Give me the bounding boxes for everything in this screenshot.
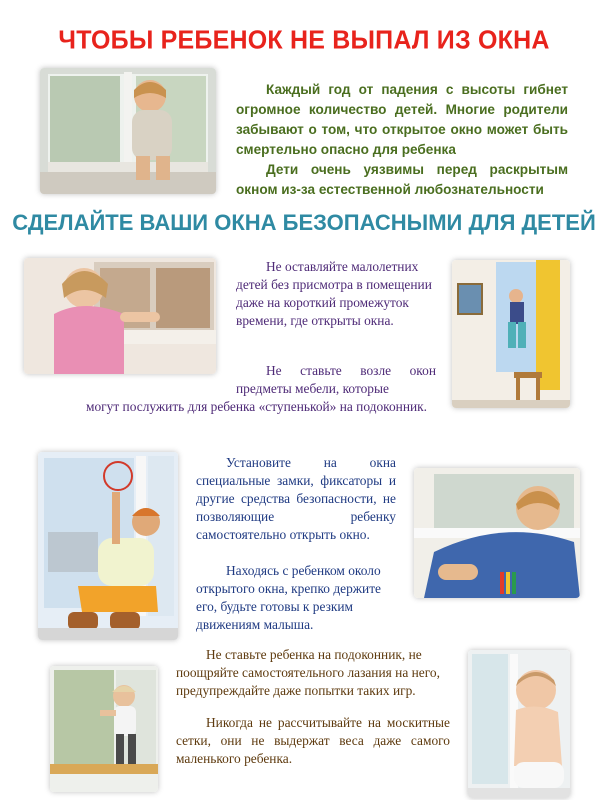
photo-baby-sitting <box>468 650 570 798</box>
section-subtitle: СДЕЛАЙТЕ ВАШИ ОКНА БЕЗОПАСНЫМИ ДЛЯ ДЕТЕЙ <box>12 210 596 235</box>
tip-6-text: Никогда не рассчитывайте на москитные сетки, они не выдержат веса даже самого маленького ребенка. <box>176 715 450 766</box>
tip-no-furniture-part2: могут послужить для ребенка «ступенькой» на подоконник. <box>86 399 428 414</box>
page-title: ЧТОБЫ РЕБЕНОК НЕ ВЫПАЛ ИЗ ОКНА <box>58 25 550 55</box>
photo-child-window-lock <box>38 452 178 640</box>
tip-3-text: Установите на окна специальные замки, фиксаторы и другие средства безопасности, не позволяющие ребенку самостоятельно открыть окно. <box>196 455 396 542</box>
photo-child-climbing <box>452 260 570 408</box>
tip-block-sill <box>176 646 450 768</box>
tip-no-furniture-part1: Не ставьте возле окон предметы мебели, которые <box>236 363 436 396</box>
tip-1-text: Не оставляйте малолетних детей без присмотра в помещении даже на короткий промежуток времени, где открыты окна. <box>236 259 432 328</box>
intro-paragraph-1: Каждый год от падения с высоты гибнет огромное количество детей. Многие родители забывают о том, что открытое окно может быть смертельно опасно для ребенка <box>236 82 568 157</box>
photo-toddler-hoodie <box>414 468 580 598</box>
photo-child-standing <box>50 666 158 792</box>
intro-text <box>236 80 568 200</box>
photo-toddler-pink <box>24 258 216 374</box>
tip-block-locks <box>196 454 396 634</box>
photo-child-at-window <box>40 68 216 194</box>
intro-paragraph-2: Дети очень уязвимы перед раскрытым окном из-за естественной любознательности <box>236 162 568 197</box>
tip-no-unattended <box>236 258 436 330</box>
tip-4-text: Находясь с ребенком около открытого окна, крепко держите его, будьте готовы к резким движениям малыша. <box>196 563 381 632</box>
tip-5-text: Не ставьте ребенка на подоконник, не поощряйте самостоятельного лазания на него, предупреждайте даже попытки таких игр. <box>176 647 440 698</box>
